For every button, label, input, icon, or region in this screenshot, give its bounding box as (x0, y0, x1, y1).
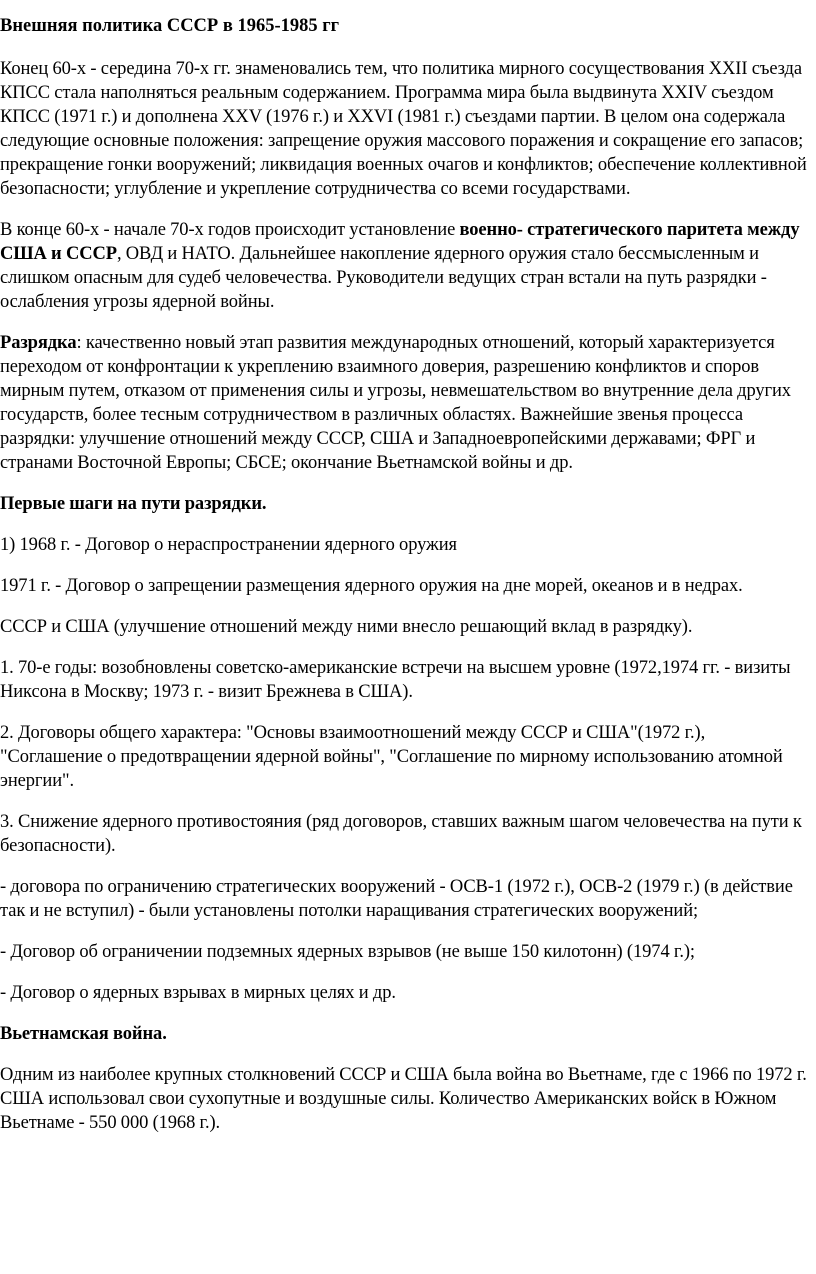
parity-text-start: В конце 60-х - начале 70-х годов происходит установление (0, 220, 460, 240)
dash-item-underground-tests: - Договор об ограничении подземных ядерных взрывов (не выше 150 килотонн) (1974 г.); (0, 942, 695, 962)
item-1968: 1) 1968 г. - Договор о нераспространении ядерного оружия (0, 535, 457, 555)
dash-item-salt: - договора по ограничению стратегических вооружений - ОСВ-1 (1972 г.), ОСВ-2 (1979 г.) (в действие так и не вступил) - были установлены потолки наращивания стратегических вооружений; (0, 877, 793, 921)
parity-text-end: , ОВД и НАТО. Дальнейшее накопление ядерного оружия стало бессмысленным и слишком опасным для судеб человечества. Руководители ведущих стран встали на путь разрядки - ослабления угрозы ядерной войны. (0, 244, 767, 312)
detente-text: : качественно новый этап развития международных отношений, который характеризуется переходом от конфронтации к укреплению взаимного доверия, разрешению конфликтов и споров мирным путем, отказом от применения силы и угрозы, невмешательством во внутренние дела других государств, более тесным сотрудничеством в различных областях. Важнейшие звенья процесса разрядки: улучшение отношений между СССР, США и Западноевропейскими державами; ФРГ и странами Восточной Европы; СБСЕ; окончание Вьетнамской войны и др. (0, 333, 791, 473)
detente-term: Разрядка (0, 333, 77, 353)
document-page (0, 14, 812, 1152)
paragraph-peace-program: Конец 60-х - середина 70-х гг. знаменовались тем, что политика мирного сосуществования XXII съезда КПСС стала наполняться реальным содержанием. Программа мира была выдвинута XXIV съездом КПСС (1971 г.) и дополнена XXV (1976 г.) и XXVI (1981 г.) съездами партии. В целом она содержала следующие основные положения: запрещение оружия массового поражения и сокращение его запасов; прекращение гонки вооружений; ликвидация военных очагов и конфликтов; обеспечение коллективной безопасности; углубление и укрепление сотрудничества со всеми государствами. (0, 59, 807, 199)
point-2-agreements: 2. Договоры общего характера: "Основы взаимоотношений между СССР и США"(1972 г.), "Соглашение о предотвращении ядерной войны", "Соглашение по мирному использованию атомной энергии". (0, 723, 783, 791)
point-1-summits: 1. 70-е годы: возобновлены советско-американские встречи на высшем уровне (1972,1974 гг. - визиты Никсона в Москву; 1973 г. - визит Брежнева в США). (0, 658, 791, 702)
item-1971: 1971 г. - Договор о запрещении размещения ядерного оружия на дне морей, океанов и в недрах. (0, 576, 743, 596)
parity-bold-term: военно- стратегического паритета между США и СССР (0, 220, 800, 264)
heading-vietnam-war: Вьетнамская война. (0, 1024, 167, 1044)
paragraph-vietnam-war: Одним из наиболее крупных столкновений СССР и США была война во Вьетнаме, где с 1966 по 1972 г. США использовал свои сухопутные и воздушные силы. Количество Американских войск в Южном Вьетнаме - 550 000 (1968 г.). (0, 1065, 807, 1133)
paragraph-detente-definition (0, 331, 812, 475)
document-title: Внешняя политика СССР в 1965-1985 гг (0, 16, 340, 36)
dash-item-peaceful-explosions: - Договор о ядерных взрывах в мирных целях и др. (0, 983, 396, 1003)
point-3-nuclear-reduction: 3. Снижение ядерного противостояния (ряд договоров, ставших важным шагом человечества на пути к безопасности). (0, 812, 802, 856)
paragraph-ussr-usa: СССР и США (улучшение отношений между ними внесло решающий вклад в разрядку). (0, 617, 693, 637)
heading-first-steps: Первые шаги на пути разрядки. (0, 494, 267, 514)
paragraph-strategic-parity (0, 218, 812, 314)
